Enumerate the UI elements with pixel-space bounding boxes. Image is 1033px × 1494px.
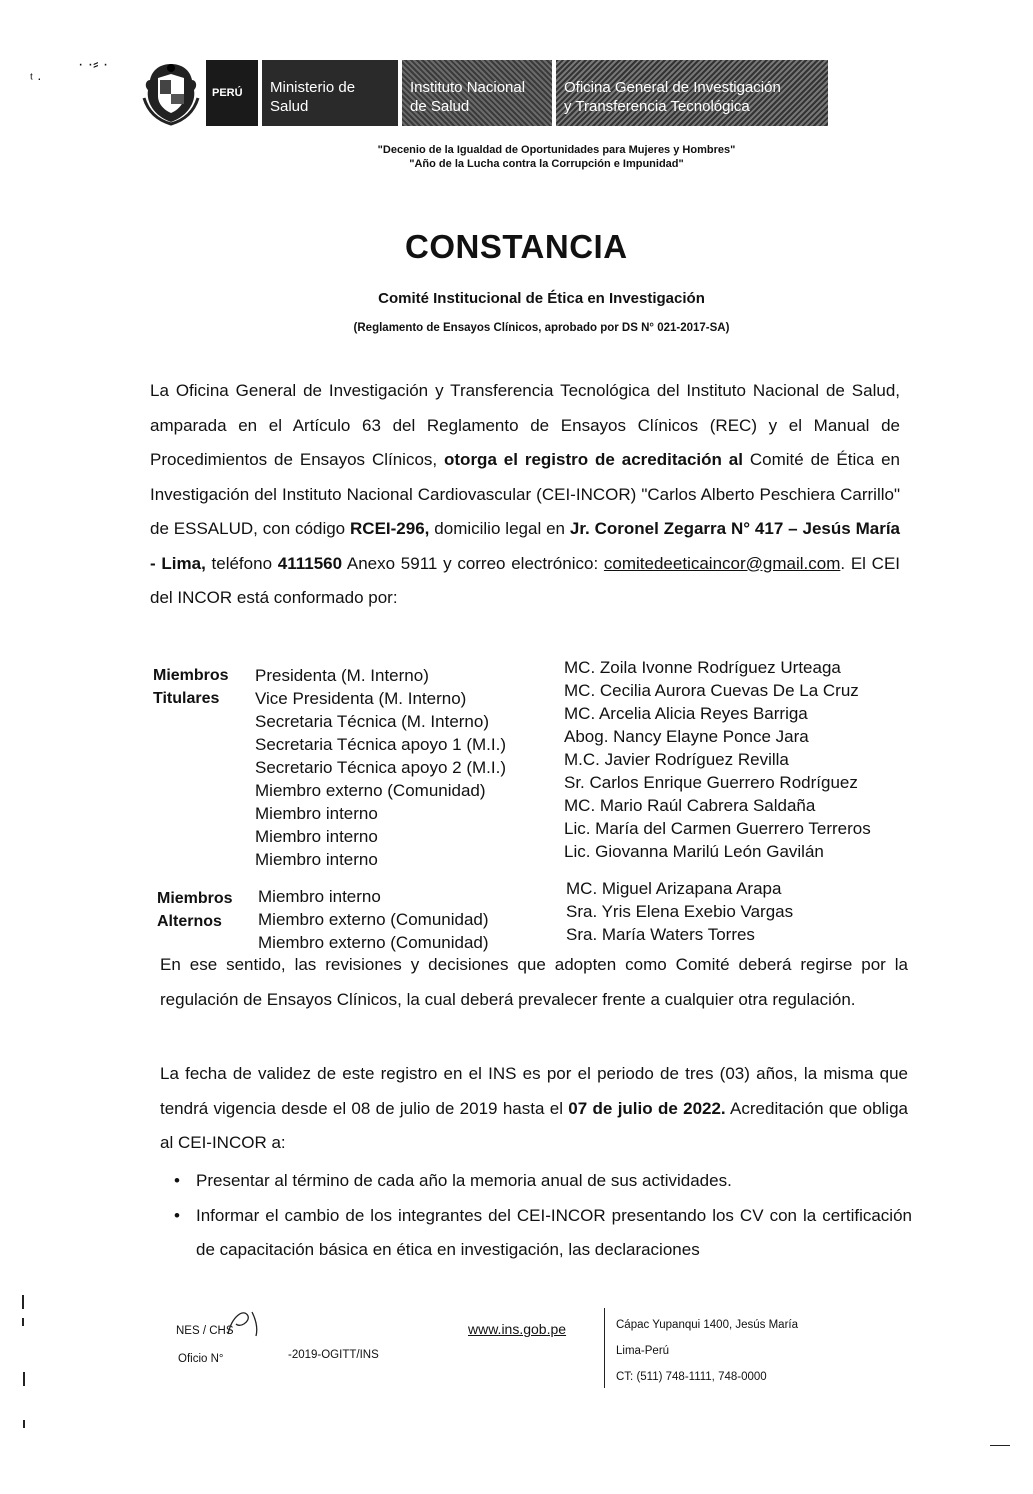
alternos-names xyxy=(566,877,793,946)
oficio-number: -2019-OGITT/INS xyxy=(288,1349,379,1361)
website-link[interactable]: www.ins.gob.pe xyxy=(468,1321,567,1337)
footer-divider xyxy=(604,1308,605,1388)
role-item: Miembro interno xyxy=(255,850,378,869)
initials: NES / CHS xyxy=(176,1325,234,1337)
office-label: Oficina General de Investigación y Transferencia Tecnológica xyxy=(556,60,828,126)
member-name: MC. Miguel Arizapana Arapa xyxy=(566,879,782,898)
role-item: Miembro externo (Comunidad) xyxy=(258,933,489,952)
oficio-label: Oficio N° xyxy=(178,1353,224,1365)
address-block: Cápac Yupanqui 1400, Jesús María Lima-Perú CT: (511) 748-1111, 748-0000 xyxy=(616,1319,798,1383)
titulares-names xyxy=(564,656,871,863)
role-item: Miembro interno xyxy=(258,887,381,906)
alternos-label: Miembros Alternos xyxy=(157,890,233,930)
member-name: MC. Arcelia Alicia Reyes Barriga xyxy=(564,704,808,723)
role-item: Presidenta (M. Interno) xyxy=(255,666,429,685)
member-name: Lic. Giovanna Marilú León Gavilán xyxy=(564,842,824,861)
member-name: MC. Zoila Ivonne Rodríguez Urteaga xyxy=(564,658,841,677)
list-item: • Presentar al término de cada año la memoria anual de sus actividades. xyxy=(174,1171,732,1190)
ministry-label: Ministerio de Salud xyxy=(262,60,398,126)
peru-label: PERÚ xyxy=(206,60,258,126)
member-name: Lic. María del Carmen Guerrero Terreros xyxy=(564,819,871,838)
regulation-note: (Reglamento de Ensayos Clínicos, aprobado por DS N° 021-2017-SA) xyxy=(353,322,730,334)
titulares-roles xyxy=(255,664,506,871)
alternos-roles xyxy=(258,885,489,954)
role-item: Miembro externo (Comunidad) xyxy=(255,781,486,800)
list-item: • Informar el cambio de los integrantes del CEI-INCOR presentando los CV con la certificación de capacitación básica en ética en investigación, las declaraciones xyxy=(174,1205,912,1259)
committee-subtitle: Comité Institucional de Ética en Investigación xyxy=(378,290,705,307)
page-title: CONSTANCIA xyxy=(405,228,628,265)
member-name: MC. Cecilia Aurora Cuevas De La Cruz xyxy=(564,681,859,700)
institute-label: Instituto Nacional de Salud xyxy=(402,60,552,126)
intro-paragraph: La Oficina General de Investigación y Transferencia Tecnológica del Instituto Nacional de Salud, amparada en el Artículo 63 del Reglamento de Ensayos Clínicos (REC) y el Manual de Procedimientos de Ensayos Clínicos, otorga el registro de acreditación al Comité de Ética en Investigación del Instituto Nacional Cardiovascular (CEI-INCOR) "Carlos Alberto Peschiera Carrillo" de ESSALUD, con código RCEI-296, domicilio legal en Jr. Coronel Zegarra N° 417 – Jesús María - Lima, teléfono 4111560 Anexo 5911 y correo electrónico: comitedeeticaincor@gmail.com. El CEI del INCOR está conformado por: xyxy=(150,381,901,607)
role-item: Miembro externo (Comunidad) xyxy=(258,910,489,929)
handwritten-initials-mark xyxy=(222,1306,264,1340)
role-item: Secretaria Técnica (M. Interno) xyxy=(255,712,489,731)
peru-coat-of-arms-logo xyxy=(140,58,202,128)
regulation-paragraph: En ese sentido, las revisiones y decisiones que adopten como Comité deberá regirse por la regulación de Ensayos Clínicos, la cual deberá prevalecer frente a cualquier otra regulación. xyxy=(160,955,908,1009)
scan-mark: ᵗ · xyxy=(30,70,42,86)
member-name: MC. Mario Raúl Cabrera Saldaña xyxy=(564,796,816,815)
scan-mark xyxy=(990,1445,1010,1446)
role-item: Miembro interno xyxy=(255,827,378,846)
scan-mark xyxy=(22,1295,24,1309)
validity-paragraph: La fecha de validez de este registro en el INS es por el periodo de tres (03) años, la misma que tendrá vigencia desde el 08 de julio de 2019 hasta el 07 de julio de 2022. Acreditación que obliga al CEI-INCOR a: xyxy=(160,1064,908,1152)
scan-mark xyxy=(22,1318,24,1326)
member-name: Abog. Nancy Elayne Ponce Jara xyxy=(564,727,809,746)
member-name: Sra. Yris Elena Exebio Vargas xyxy=(566,902,794,921)
role-item: Secretario Técnica apoyo 2 (M.I.) xyxy=(255,758,507,777)
decenio-heading: "Decenio de la Igualdad de Oportunidades para Mujeres y Hombres" "Año de la Lucha contra la Corrupción e Impunidad" xyxy=(377,144,736,170)
member-name: Sra. María Waters Torres xyxy=(566,925,755,944)
institution-header xyxy=(140,58,830,130)
role-item: Vice Presidenta (M. Interno) xyxy=(255,689,467,708)
email-link[interactable]: comitedeeticaincor@gmail.com xyxy=(603,553,841,573)
scan-mark xyxy=(23,1372,25,1386)
scan-mark: · ·⸗ · xyxy=(78,56,109,73)
role-item: Secretaria Técnica apoyo 1 (M.I.) xyxy=(255,735,507,754)
obligations-list xyxy=(174,1164,912,1268)
member-name: Sr. Carlos Enrique Guerrero Rodríguez xyxy=(564,773,858,792)
role-item: Miembro interno xyxy=(255,804,378,823)
member-name: M.C. Javier Rodríguez Revilla xyxy=(564,750,789,769)
scan-mark xyxy=(23,1420,25,1428)
titulares-label: Miembros Titulares xyxy=(153,667,229,707)
